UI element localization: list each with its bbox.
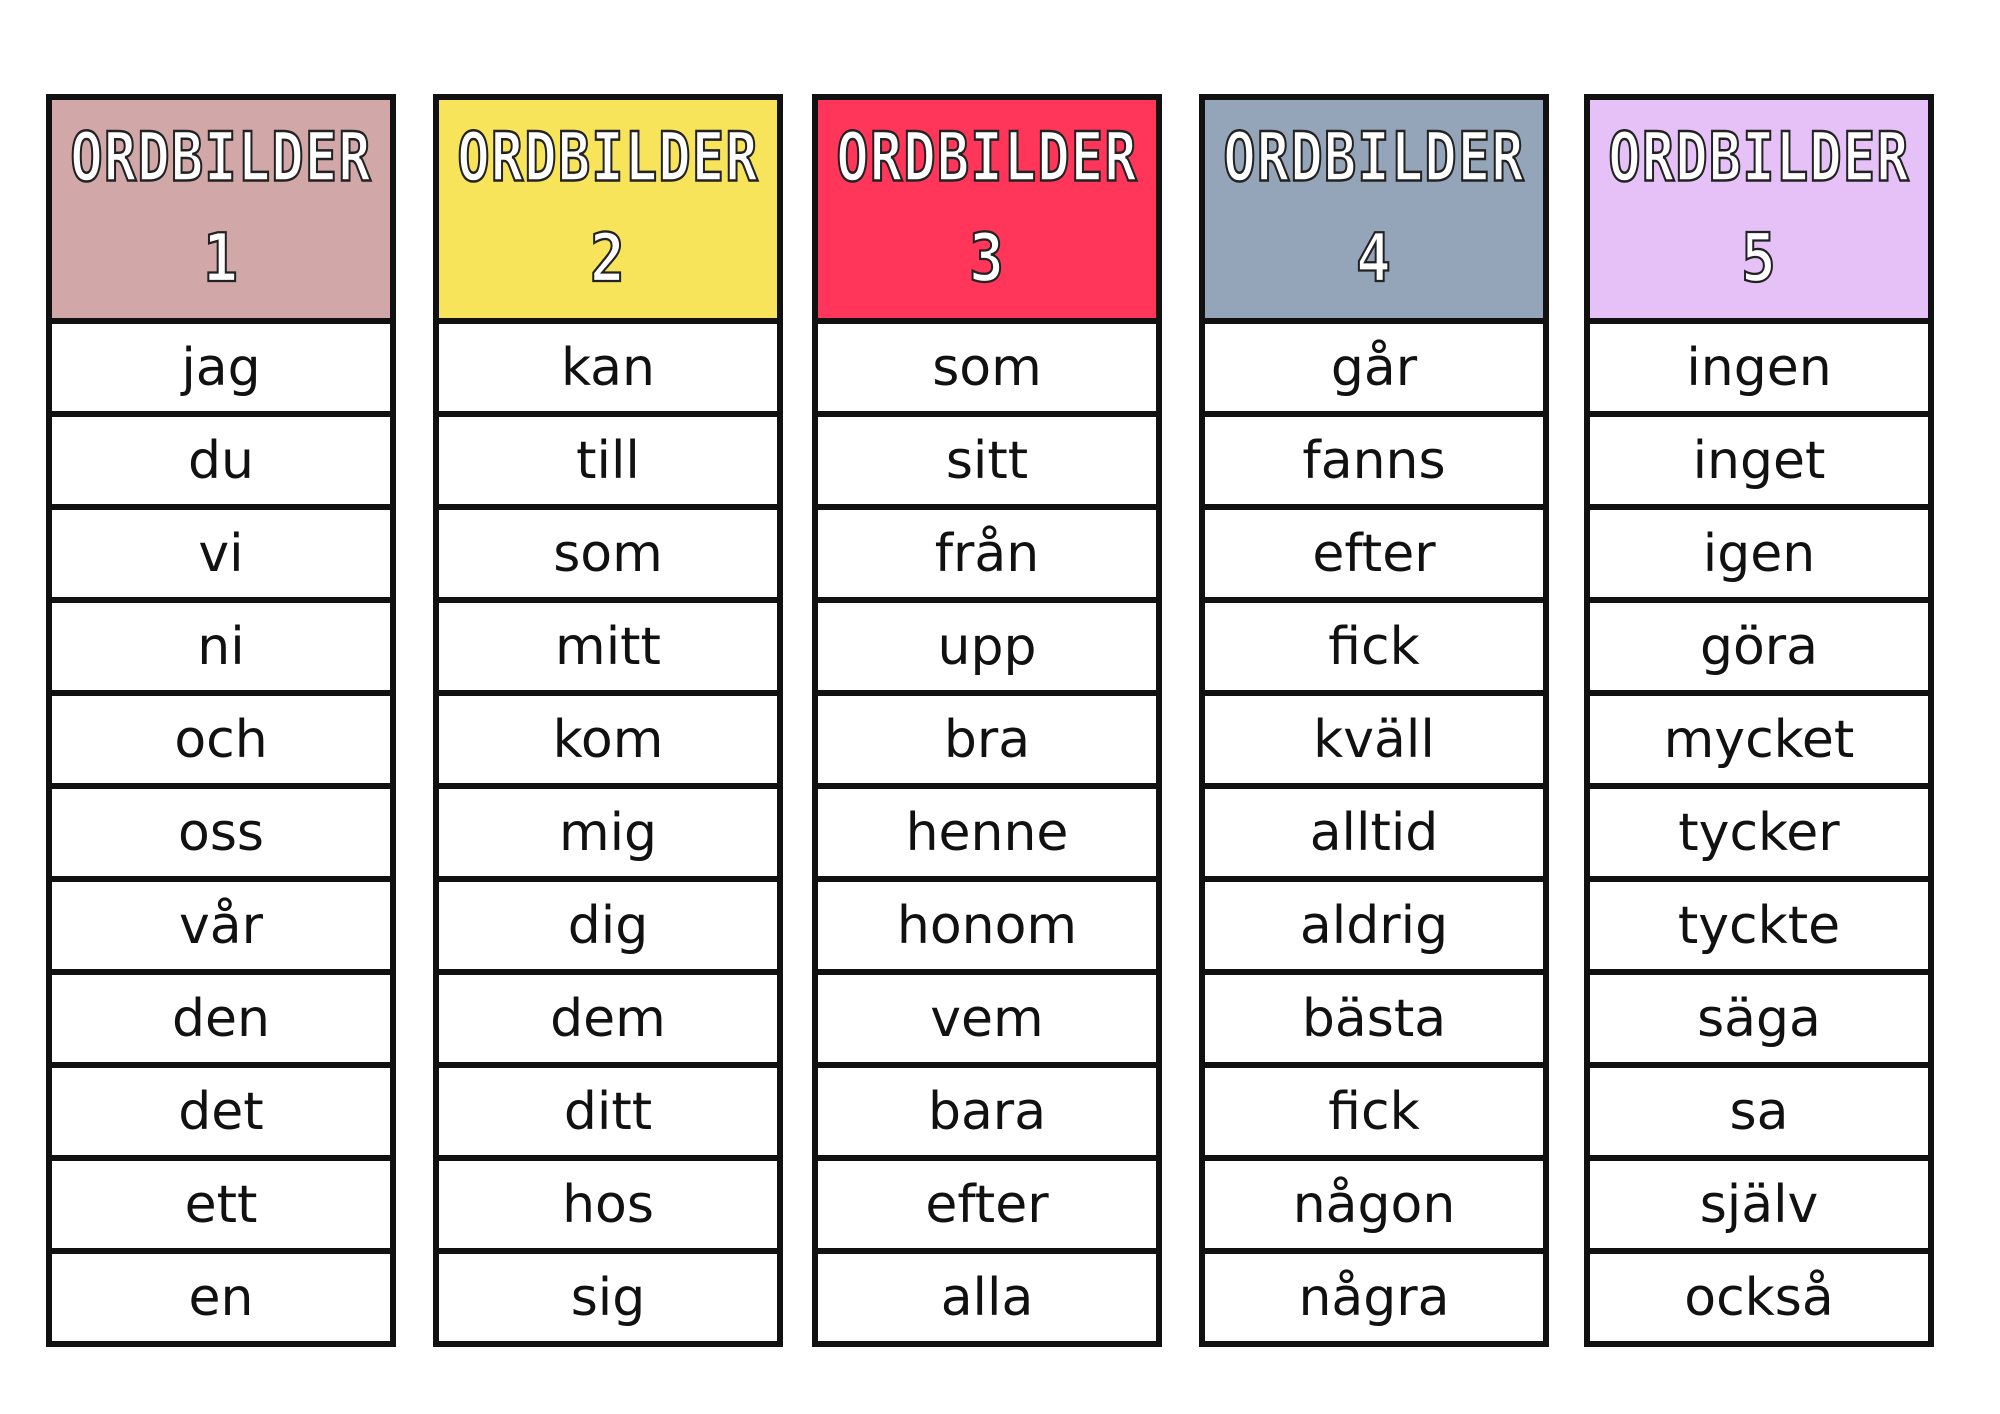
card-number: 3 (969, 218, 1005, 298)
word-cell: någon (1205, 1155, 1543, 1248)
word-cell: som (932, 337, 1042, 398)
word-cell: aldrig (1205, 876, 1543, 969)
word-cell: dem (439, 969, 777, 1062)
card-header (52, 100, 390, 324)
word-cell: fanns (1205, 411, 1543, 504)
card-number: 5 (1741, 218, 1777, 298)
word-cell: upp (818, 597, 1156, 690)
word-cell: några (1205, 1248, 1543, 1341)
word-cell: tycker (1590, 783, 1928, 876)
word-cell: dig (439, 876, 777, 969)
word-cell: en (52, 1248, 390, 1341)
word-cell: henne (818, 783, 1156, 876)
word-cell: hos (439, 1155, 777, 1248)
word-cell: kan (560, 337, 656, 398)
word-cell: sig (439, 1248, 777, 1341)
card-title: ORDBILDER (70, 118, 372, 197)
word-cell: mig (439, 783, 777, 876)
word-cell: mycket (1590, 690, 1928, 783)
word-cell: bästa (1205, 969, 1543, 1062)
word-cell: och (52, 690, 390, 783)
word-cell: också (1590, 1248, 1928, 1341)
word-card-2 (433, 94, 783, 1347)
word-cell: sitt (818, 411, 1156, 504)
word-cell: inget (1590, 411, 1928, 504)
word-cell: själv (1590, 1155, 1928, 1248)
word-cell: kväll (1205, 690, 1543, 783)
card-header (818, 100, 1156, 324)
word-cell: vem (818, 969, 1156, 1062)
word-cell: som (439, 504, 777, 597)
word-list (1590, 324, 1928, 1341)
card-title: ORDBILDER (836, 118, 1138, 197)
word-list (52, 324, 390, 1341)
word-cell: vi (52, 504, 390, 597)
card-header (439, 100, 777, 324)
card-title: ORDBILDER (1223, 118, 1525, 197)
word-cell: alltid (1205, 783, 1543, 876)
word-cell: säga (1590, 969, 1928, 1062)
word-cell: den (52, 969, 390, 1062)
word-cell: går (1330, 337, 1418, 398)
word-cell: mitt (439, 597, 777, 690)
card-header (1205, 100, 1543, 324)
card-number: 4 (1356, 218, 1392, 298)
word-list (1205, 324, 1543, 1341)
word-cell: jag (181, 337, 261, 398)
word-card-1 (46, 94, 396, 1347)
word-cell: det (52, 1062, 390, 1155)
word-card-5 (1584, 94, 1934, 1347)
word-cell: från (818, 504, 1156, 597)
card-title: ORDBILDER (457, 118, 759, 197)
word-cell: fick (1205, 597, 1543, 690)
word-cell: ni (52, 597, 390, 690)
word-cell: sa (1590, 1062, 1928, 1155)
word-cell: bra (818, 690, 1156, 783)
word-cell: oss (52, 783, 390, 876)
word-cell: ingen (1686, 337, 1832, 398)
word-card-3 (812, 94, 1162, 1347)
word-cell: tyckte (1590, 876, 1928, 969)
word-cell: honom (818, 876, 1156, 969)
card-number: 1 (203, 218, 239, 298)
word-cell: vår (52, 876, 390, 969)
word-cell: efter (1205, 504, 1543, 597)
card-title: ORDBILDER (1608, 118, 1910, 197)
word-cell: efter (818, 1155, 1156, 1248)
word-card-4 (1199, 94, 1549, 1347)
word-cell: kom (439, 690, 777, 783)
word-list (439, 324, 777, 1341)
word-cell: du (52, 411, 390, 504)
word-cell: igen (1590, 504, 1928, 597)
card-header (1590, 100, 1928, 324)
word-cell: alla (818, 1248, 1156, 1341)
word-cell: bara (818, 1062, 1156, 1155)
word-cell: ditt (439, 1062, 777, 1155)
word-list (818, 324, 1156, 1341)
word-cell: ett (52, 1155, 390, 1248)
card-number: 2 (590, 218, 626, 298)
word-cell: till (439, 411, 777, 504)
word-cell: fick (1205, 1062, 1543, 1155)
word-cell: göra (1590, 597, 1928, 690)
